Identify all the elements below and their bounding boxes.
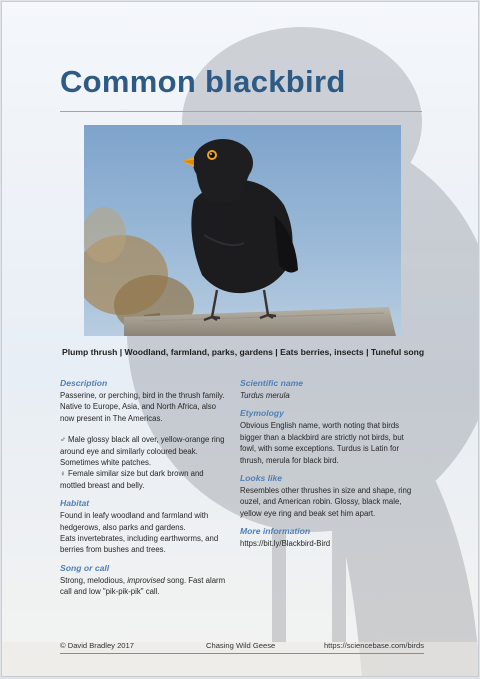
title-underline <box>60 111 422 112</box>
footer-rule <box>60 653 424 654</box>
left-column <box>60 378 228 605</box>
footer-link[interactable]: https://sciencebase.com/birds <box>323 641 424 650</box>
scientific-heading: Scientific name <box>240 378 304 388</box>
description-male: ♂ Male glossy black all over, yellow-orange ring around eye and similarly coloured beak. Sometimes white patches. <box>60 435 225 468</box>
scientific-section <box>240 378 420 401</box>
looks-like-section <box>240 473 420 519</box>
song-section <box>60 563 228 598</box>
habitat-diet: Eats invertebrates, including earthworms, and berries from bushes and trees. <box>60 534 219 555</box>
habitat-section <box>60 498 228 556</box>
blackbird-photo <box>84 125 401 336</box>
song-text <box>60 575 228 598</box>
scientific-name: Turdus merula <box>240 391 290 400</box>
more-info-heading: More information <box>240 526 311 537</box>
song-text-start: Strong, melodious, <box>60 575 128 585</box>
looks-like-text: Resembles other thrushes in size and shape, ring ouzel, and American robin. Glossy, black male, yellow eye ring and beak set him apart. <box>240 486 412 518</box>
etymology-section <box>240 408 420 466</box>
page-title: Common blackbird <box>60 64 346 99</box>
right-column <box>240 378 420 557</box>
song-text-emphasis: improvised <box>127 575 165 585</box>
footer <box>60 641 424 653</box>
etymology-heading: Etymology <box>240 408 284 419</box>
description-text: Passerine, or perching, bird in the thrush family. Native to Europe, Asia, and North Africa, also now present in The Americas. <box>60 391 225 423</box>
song-heading: Song or call <box>60 562 110 573</box>
description-heading: Description <box>60 378 108 388</box>
looks-like-heading: Looks like <box>240 473 283 484</box>
more-info-section <box>240 526 420 549</box>
scientific-text <box>240 390 420 401</box>
etymology-text: Obvious English name, worth noting that birds bigger than a blackbird are strictly not birds, but fowl, with some exceptions. Turdus is Latin for thrush, merula for black bird. <box>240 421 404 465</box>
page <box>1 1 479 677</box>
song-text-end: song. Fast alarm call and low "pik-pik-pik" call. <box>60 575 226 597</box>
habitat-heading: Habitat <box>60 498 90 509</box>
footer-site-name: Chasing Wild Geese <box>206 641 276 650</box>
habitat-text: Found in leafy woodland and farmland with hedgerows, also parks and gardens. <box>60 511 209 532</box>
description-female: ♀ Female similar size but dark brown and mottled breast and belly. <box>60 469 204 490</box>
photo-caption: Plump thrush | Woodland, farmland, parks, gardens | Eats berries, insects | Tuneful song <box>62 347 425 357</box>
more-info-link[interactable]: https://bit.ly/Blackbird-Bird <box>240 539 331 549</box>
description-section <box>60 378 228 491</box>
footer-copyright: © David Bradley 2017 <box>60 641 134 650</box>
